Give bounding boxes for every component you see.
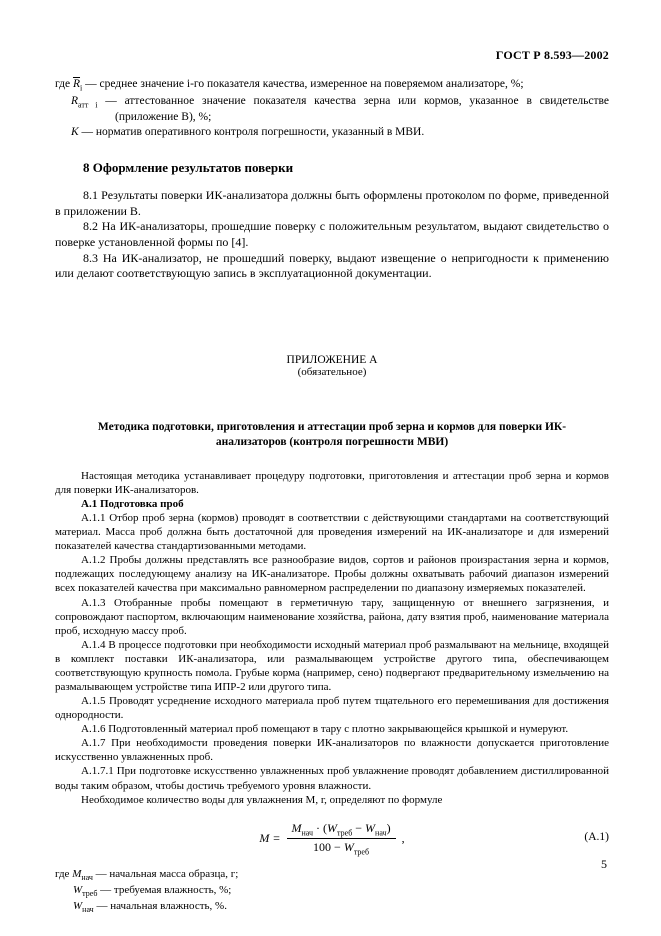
symbol-w-treb: W — [327, 820, 338, 835]
appendix-paragraph-intro: Настоящая методика устанавливает процедуру подготовки, приготовления и аттестации проб зерна и кормов для поверки ИК-анализаторов. — [55, 469, 609, 496]
appendix-heading: Методика подготовки, приготовления и аттестации проб зерна и кормов для поверки ИК-анализаторов (контроля погрешности МВИ) — [97, 420, 567, 449]
symbol-m-nach-sub: нач — [81, 872, 93, 882]
definition-line — [55, 867, 609, 883]
symbol-r-att: R — [71, 94, 79, 107]
doc-reference: ГОСТ Р 8.593—2002 — [495, 48, 609, 62]
definition-text: — аттестованное значение показателя качества зерна или кормов, указанное в свидетельстве (приложение В), %; — [97, 94, 610, 124]
symbol-k: К — [71, 126, 79, 139]
formula-number: (А.1) — [584, 830, 609, 843]
appendix-paragraph-a1-4: А.1.4 В процессе подготовки при необходимости исходный материал проб размалывают на мельнице, входящей в комплект поставки ИК-анализатора, или размалывающем устройстве другого типа, обеспечивающем соответствующую крупность помола. Грубые корма (например, сено) подвергают предварительному измельчению на размалывающем устройстве типа ИПР-2 или другого типа. — [55, 638, 609, 694]
paragraph-8-3: 8.3 На ИК-анализатор, не прошедший поверку, выдают извещение о непригодности к применению или делают соответствующую запись в эксплуатационной документации. — [55, 250, 609, 281]
definition-line — [55, 899, 609, 915]
formula-a1-row — [55, 821, 609, 857]
formula-fraction — [287, 821, 396, 857]
symbol-m-nach-sub: нач — [301, 828, 314, 838]
appendix-paragraph-formula-intro: Необходимое количество воды для увлажнения М, г, определяют по формуле — [81, 793, 443, 806]
formula-numerator — [287, 821, 396, 839]
appendix-paragraph-a1-2: А.1.2 Пробы должны представлять все разнообразие видов, сортов и районов произрастания зерна и кормов, подлежащих последующему анализу на ИК-анализаторе. Пробы должны охватывать рабочий диапазон измерений всех показателей качества при максимально равномерном распределении по диапазону измеряемых показателей. — [55, 554, 609, 595]
symbol-m-nach: М — [291, 820, 302, 835]
symbol-r-mean-sub: i — [80, 83, 83, 93]
appendix-paragraph-a1-5: А.1.5 Проводят усреднение исходного материала проб путем тщательного его перемешивания для достижения однородности. — [55, 695, 609, 722]
definition-text: — среднее значение i-го показателя качества, измеренное на поверяемом анализаторе, %; — [82, 78, 524, 90]
definitions-block-bottom — [55, 867, 609, 916]
where-intro: где — [55, 78, 71, 90]
appendix-paragraph-a1-7-1: А.1.7.1 При подготовке искусственно увлажненных проб увлажнение проводят добавлением дистиллированной воды таким образом, чтобы достичь требуемого уровня влажности. — [55, 765, 609, 792]
appendix-sublabel: (обязательное) — [297, 365, 367, 378]
symbol-w-nach-sub: нач — [82, 905, 94, 915]
symbol-m-nach: М — [72, 867, 82, 880]
definition-line — [55, 883, 609, 899]
page-number: 5 — [601, 857, 607, 871]
definition-text: — начальная влажность, %. — [93, 900, 227, 913]
where-intro: где — [55, 867, 70, 880]
formula-constant: 100 − — [313, 840, 344, 855]
definition-text: — начальная масса образца, г; — [92, 867, 239, 880]
appendix-subsection-a1-title: А.1 Подготовка проб — [81, 498, 184, 510]
formula-a1 — [55, 821, 609, 857]
symbol-w-treb: W — [73, 883, 83, 896]
appendix-paragraph-a1-6: А.1.6 Подготовленный материал проб помещают в тару с плотно закрывающейся крышкой и нумеруют. — [81, 723, 569, 736]
section-8-title: 8 Оформление результатов поверки — [83, 160, 294, 176]
symbol-r-mean: $\overline{R}$ — [72, 78, 81, 90]
definitions-block-top — [55, 77, 609, 140]
paragraph-8-1: 8.1 Результаты поверки ИК-анализатора должны быть оформлены протоколом по форме, приведенной в приложении В. — [55, 188, 609, 218]
symbol-w-treb-sub: треб — [353, 847, 370, 857]
symbol-w-treb: W — [343, 840, 354, 855]
definition-line — [55, 94, 609, 126]
formula-comma: , — [401, 831, 405, 846]
definition-text: — норматив оперативного контроля погрешности, указанный в МВИ. — [78, 126, 425, 139]
formula-denominator — [287, 839, 396, 856]
symbol-w-nach: W — [73, 900, 83, 913]
symbol-w-treb-sub: треб — [337, 828, 353, 838]
appendix-paragraph-a1-3: А.1.3 Отобранные пробы помещают в герметичную тару, защищенную от внешнего загрязнения, и сопровождают паспортом, включающим наименование хозяйства, района, дату взятия проб, наименование материала проб, исходную массу проб. — [55, 596, 609, 637]
appendix-paragraph-a1-1: А.1.1 Отбор проб зерна (кормов) проводят в соответствии с действующими стандартами на соответствующий материал. Масса проб должна быть достаточной для проведения измерений на ИК-анализаторе и для измерений показателей качества стандартизованными методами. — [55, 512, 609, 553]
formula-lhs: М = — [259, 831, 281, 846]
formula-paren: ) — [386, 820, 391, 835]
symbol-w-nach-sub: нач — [375, 828, 387, 838]
appendix-label: ПРИЛОЖЕНИЕ А — [286, 353, 378, 366]
definition-line — [55, 125, 609, 140]
formula-operator: − — [352, 820, 366, 835]
symbol-w-treb-sub: треб — [82, 889, 98, 899]
definition-text: — требуемая влажность, %; — [97, 883, 232, 896]
formula-operator: · ( — [313, 820, 328, 835]
paragraph-8-2: 8.2 На ИК-анализаторы, прошедшие поверку с положительным результатом, выдают свидетельство о поверке установленной формы по [4]. — [55, 219, 609, 250]
definition-line — [55, 77, 609, 94]
appendix-paragraph-a1-7: А.1.7 При необходимости проведения поверки ИК-анализаторов по влажности допускается приготовление искусственно увлажненных проб. — [55, 737, 609, 764]
symbol-r-att-sub: атт i — [78, 99, 98, 109]
symbol-w-nach: W — [365, 820, 376, 835]
